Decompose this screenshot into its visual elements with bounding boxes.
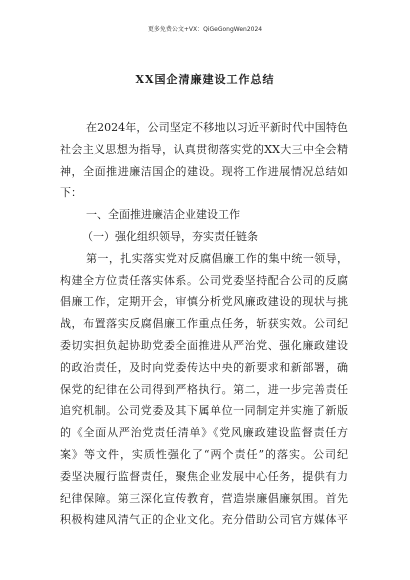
text-line: 社会主义思想为指导，认真贯彻落实党的XX大三中全会精 [60,142,348,156]
text-line: 战，布置落实反腐倡廉工作重点任务，斩获实效。公司纪 [60,317,348,331]
text-line: 构建全方位责任落实体系。公司党委坚持配合公司的反腐 [60,273,348,287]
text-line: 的《全面从严治党责任清单》《党风廉政建设监督责任方 [60,426,348,440]
text-line: 第一，扎实落实党对反腐倡廉工作的集中统一领导， [86,251,348,265]
document-body [60,117,348,531]
text-line: 纪律保障。第三深化宣传教育，营造崇廉倡廉氛围。首先 [60,491,348,505]
text-line: 积极构建风清气正的企业文化。充分借助公司官方媒体平 [60,513,348,527]
subsection-heading: （一）强化组织领导，夯实责任链条 [82,229,258,243]
text-line: 神，全面推进廉洁国企的建设。现将工作进展情况总结如 [60,164,348,178]
header-note: 更多免费公文+VX：QiGeGongWen2024 [147,26,263,33]
text-line: 委坚决履行监督责任，聚焦企业发展中心任务，提供有力 [60,469,348,483]
text-line: 倡廉工作，定期开会，审慎分析党风廉政建设的现状与挑 [60,295,348,309]
section-heading: 一、全面推进廉洁企业建设工作 [86,208,240,222]
text-line: 在2024年，公司坚定不移地以习近平新时代中国特色 [86,121,348,134]
document-title: XX国企清廉建设工作总结 [135,73,275,86]
text-line: 下： [60,186,82,200]
text-line: 追究机制。公司党委及其下属单位一同制定并实施了新版 [60,404,348,418]
text-line: 保党的纪律在公司得到严格执行。第二，进一步完善责任 [60,382,348,396]
text-line: 的政治责任，及时向党委传达中央的新要求和新部署，确 [60,360,348,374]
text-line: 案》等文件，实质性强化了“两个责任”的落实。公司纪 [60,447,348,461]
text-line: 委切实担负起协助党委全面推进从严治党、强化廉政建设 [60,338,348,352]
